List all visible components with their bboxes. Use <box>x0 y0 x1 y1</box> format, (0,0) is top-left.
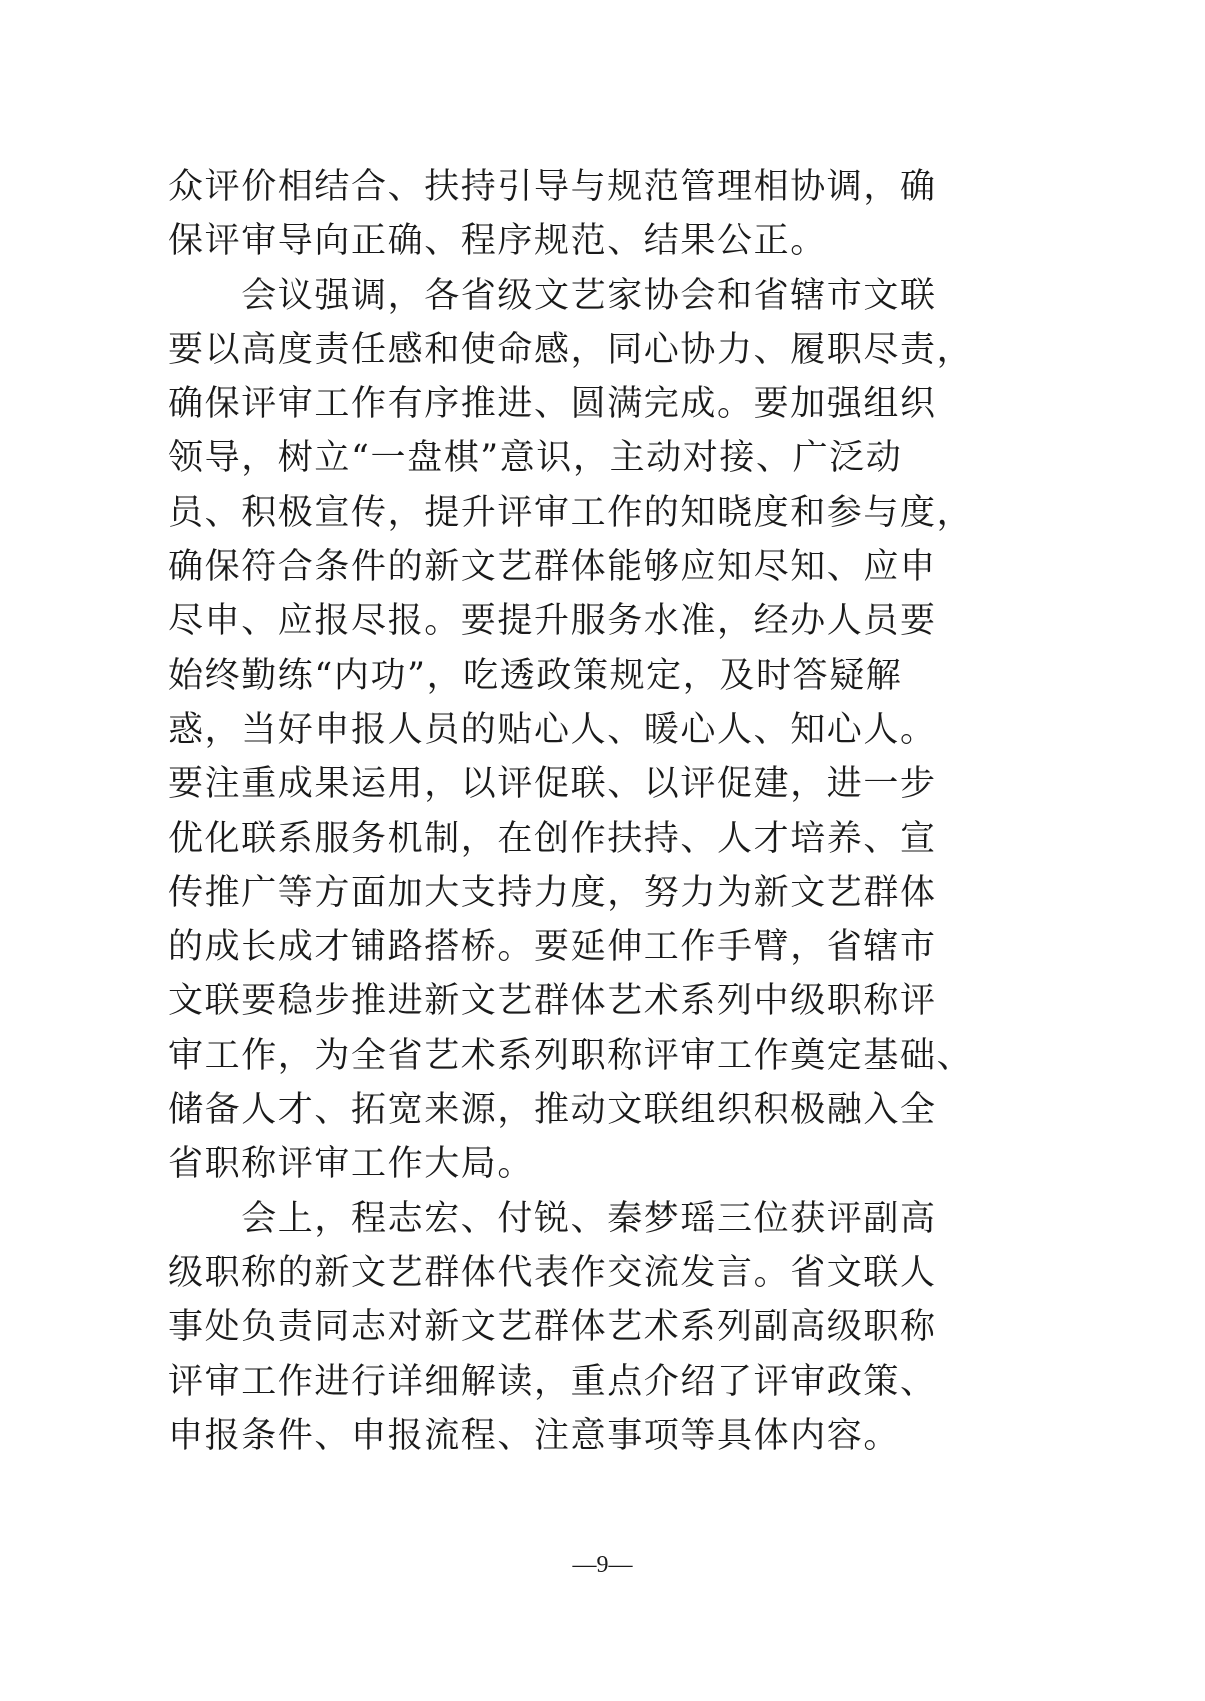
text-line: 优化联系服务机制，在创作扶持、人才培养、宣 <box>168 818 937 859</box>
text-line: 尽申、应报尽报。要提升服务水准，经办人员要 <box>168 601 937 642</box>
text-line: 众评价相结合、扶持引导与规范管理相协调，确 <box>168 167 937 207</box>
text-line: 要注重成果运用，以评促联、以评促建，进一步 <box>168 764 937 805</box>
text-line: 员、积极宣传，提升评审工作的知晓度和参与度， <box>168 492 974 533</box>
text-line: 事处负责同志对新文艺群体艺术系列副高级职称 <box>168 1307 937 1348</box>
body-text <box>168 160 974 1463</box>
text-line: 传推广等方面加大支持力度，努力为新文艺群体 <box>168 872 937 913</box>
text-line: 文联要稳步推进新文艺群体艺术系列中级职称评 <box>168 981 937 1022</box>
text-line: 领导，树立“一盘棋”意识，主动对接、广泛动 <box>168 438 903 479</box>
text-line: 审工作，为全省艺术系列职称评审工作奠定基础、 <box>168 1035 974 1076</box>
paragraph-start-line: 会议强调，各省级文艺家协会和省辖市文联 <box>168 275 937 316</box>
text-line: 的成长成才铺路搭桥。要延伸工作手臂，省辖市 <box>168 927 937 968</box>
text-line: 确保符合条件的新文艺群体能够应知尽知、应申 <box>168 547 937 588</box>
text-line: 储备人才、拓宽来源，推动文联组织积极融入全 <box>168 1090 937 1131</box>
text-line: 惑，当好申报人员的贴心人、暖心人、知心人。 <box>168 709 937 750</box>
text-line: 要以高度责任感和使命感，同心协力、履职尽责， <box>168 329 974 370</box>
text-line: 省职称评审工作大局。 <box>168 1144 535 1185</box>
text-line: 申报条件、申报流程、注意事项等具体内容。 <box>168 1415 901 1456</box>
text-line: 保评审导向正确、程序规范、结果公正。 <box>168 221 827 262</box>
page-number: —9— <box>572 1552 633 1578</box>
paragraph-start-line: 会上，程志宏、付锐、秦梦瑶三位获评副高 <box>168 1198 937 1239</box>
text-line: 评审工作进行详细解读，重点介绍了评审政策、 <box>168 1361 937 1402</box>
text-line: 确保评审工作有序推进、圆满完成。要加强组织 <box>168 384 937 425</box>
text-line: 级职称的新文艺群体代表作交流发言。省文联人 <box>168 1252 937 1293</box>
text-line: 始终勤练“内功”，吃透政策规定，及时答疑解 <box>168 655 903 696</box>
